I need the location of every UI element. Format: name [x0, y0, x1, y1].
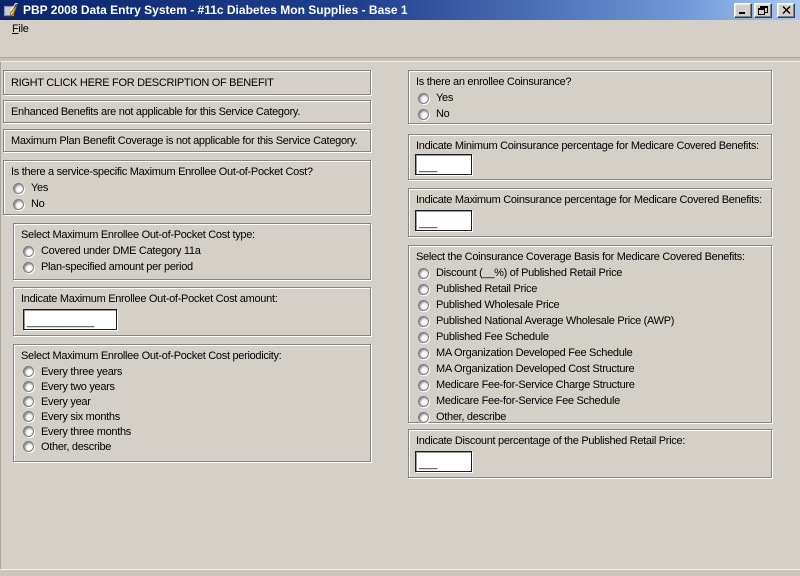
group-title: Indicate Minimum Coinsurance percentage for Medicare Covered Benefits: — [416, 140, 759, 152]
radio-label: Every three years — [41, 365, 123, 378]
radio-icon[interactable] — [418, 412, 429, 423]
radio-icon[interactable] — [418, 268, 429, 279]
radio-option-other-describe[interactable] — [409, 409, 771, 425]
radio-option-awp[interactable] — [409, 313, 771, 329]
max-coinsurance-group — [408, 188, 772, 237]
radio-icon[interactable] — [418, 348, 429, 359]
banner-text: RIGHT CLICK HERE FOR DESCRIPTION OF BENEFIT — [11, 76, 274, 89]
radio-label: Published Fee Schedule — [436, 331, 549, 343]
radio-icon[interactable] — [13, 183, 24, 194]
radio-option-ma-cost-structure[interactable] — [409, 361, 771, 377]
radio-label: Published Retail Price — [436, 283, 538, 295]
radio-option-published-fee-schedule[interactable] — [409, 329, 771, 345]
radio-label: Every year — [41, 395, 91, 408]
group-title: Indicate Maximum Enrollee Out-of-Pocket Cost amount: — [21, 293, 278, 305]
max-plan-benefit-banner — [3, 129, 371, 152]
radio-label: Published Wholesale Price — [436, 299, 560, 311]
coinsurance-question-group — [408, 70, 772, 124]
radio-icon[interactable] — [418, 316, 429, 327]
radio-label: Other, describe — [436, 411, 507, 423]
menu-file[interactable]: File — [12, 23, 29, 35]
window-title: PBP 2008 Data Entry System - #11c Diabetes Mon Supplies - Base 1 — [23, 3, 408, 17]
radio-option-every-year[interactable] — [14, 394, 370, 409]
min-coinsurance-input[interactable] — [415, 154, 472, 175]
radio-option-discount-retail[interactable] — [409, 265, 771, 281]
radio-label: Every three months — [41, 425, 131, 438]
radio-icon[interactable] — [418, 93, 429, 104]
radio-option-published-wholesale[interactable] — [409, 297, 771, 313]
benefit-description-banner[interactable] — [3, 70, 371, 95]
radio-option-medicare-charge-structure[interactable] — [409, 377, 771, 393]
min-coinsurance-group — [408, 134, 772, 180]
mask-placeholder: ___________ — [27, 316, 95, 328]
radio-icon[interactable] — [418, 109, 429, 120]
radio-label: Yes — [436, 92, 454, 104]
radio-icon[interactable] — [418, 284, 429, 295]
radio-label: Published National Average Wholesale Price (AWP) — [436, 315, 675, 327]
radio-option-dme-category[interactable] — [14, 243, 370, 259]
radio-option-every-two-years[interactable] — [14, 379, 370, 394]
group-title: Indicate Maximum Coinsurance percentage for Medicare Covered Benefits: — [416, 194, 762, 206]
window-controls — [734, 3, 795, 18]
radio-icon[interactable] — [418, 396, 429, 407]
radio-label: Plan-specified amount per period — [41, 261, 193, 273]
radio-icon[interactable] — [418, 332, 429, 343]
coverage-basis-group — [408, 245, 772, 423]
radio-icon[interactable] — [418, 364, 429, 375]
group-title: Select Maximum Enrollee Out-of-Pocket Cost type: — [21, 229, 255, 241]
radio-icon[interactable] — [23, 381, 34, 392]
group-title: Is there a service-specific Maximum Enrollee Out-of-Pocket Cost? — [11, 166, 313, 178]
discount-pct-input[interactable] — [415, 451, 472, 472]
radio-icon[interactable] — [23, 411, 34, 422]
mask-placeholder: ___ — [419, 161, 438, 173]
radio-label: Yes — [31, 182, 49, 194]
close-button[interactable] — [777, 3, 795, 18]
radio-option-yes[interactable] — [409, 90, 771, 106]
minimize-icon — [738, 6, 748, 15]
radio-icon[interactable] — [23, 396, 34, 407]
enhanced-benefits-banner — [3, 100, 371, 123]
radio-icon[interactable] — [23, 246, 34, 257]
radio-label: Every two years — [41, 380, 115, 393]
moop-type-group — [13, 223, 371, 280]
mask-placeholder: ___ — [419, 217, 438, 229]
radio-icon[interactable] — [23, 426, 34, 437]
minimize-button[interactable] — [734, 3, 752, 18]
radio-label: Covered under DME Category 11a — [41, 245, 201, 257]
radio-label: Medicare Fee-for-Service Fee Schedule — [436, 395, 620, 407]
radio-label: Other, describe — [41, 440, 112, 453]
radio-option-plan-specified[interactable] — [14, 259, 370, 275]
group-title: Is there an enrollee Coinsurance? — [416, 76, 572, 88]
radio-label: Medicare Fee-for-Service Charge Structure — [436, 379, 635, 391]
app-icon[interactable] — [3, 3, 19, 18]
radio-icon[interactable] — [23, 441, 34, 452]
radio-option-yes[interactable] — [4, 180, 370, 196]
moop-periodicity-group — [13, 344, 371, 462]
group-title: Select the Coinsurance Coverage Basis for Medicare Covered Benefits: — [416, 251, 745, 263]
radio-option-ma-fee-schedule[interactable] — [409, 345, 771, 361]
close-icon — [782, 6, 791, 14]
radio-icon[interactable] — [13, 199, 24, 210]
discount-pct-group — [408, 429, 772, 478]
restore-button[interactable] — [754, 3, 772, 18]
radio-option-no[interactable] — [409, 106, 771, 122]
window-left-edge — [0, 62, 1, 569]
radio-label: MA Organization Developed Cost Structure — [436, 363, 635, 375]
banner-text: Maximum Plan Benefit Coverage is not applicable for this Service Category. — [11, 134, 358, 147]
radio-icon[interactable] — [23, 366, 34, 377]
restore-icon — [758, 6, 768, 15]
radio-option-medicare-fee-schedule[interactable] — [409, 393, 771, 409]
radio-icon[interactable] — [418, 300, 429, 311]
radio-option-every-three-years[interactable] — [14, 364, 370, 379]
radio-label: MA Organization Developed Fee Schedule — [436, 347, 633, 359]
group-title: Indicate Discount percentage of the Published Retail Price: — [416, 435, 686, 447]
banner-text: Enhanced Benefits are not applicable for this Service Category. — [11, 105, 301, 118]
radio-option-other-describe[interactable] — [14, 439, 370, 454]
group-title: Select Maximum Enrollee Out-of-Pocket Cost periodicity: — [21, 350, 282, 362]
radio-option-every-six-months[interactable] — [14, 409, 370, 424]
radio-option-no[interactable] — [4, 196, 370, 212]
radio-label: Discount (__%) of Published Retail Price — [436, 267, 623, 279]
radio-option-published-retail[interactable] — [409, 281, 771, 297]
max-coinsurance-input[interactable] — [415, 210, 472, 231]
toolbar-divider — [0, 57, 800, 62]
radio-option-every-three-months[interactable] — [14, 424, 370, 439]
moop-amount-input[interactable] — [23, 309, 117, 330]
titlebar[interactable] — [0, 0, 800, 20]
radio-icon[interactable] — [418, 380, 429, 391]
menubar — [0, 20, 800, 38]
radio-label: No — [436, 108, 450, 120]
window-bottom-edge — [0, 569, 800, 576]
moop-question-group — [3, 160, 371, 215]
radio-icon[interactable] — [23, 262, 34, 273]
mask-placeholder: ___ — [419, 458, 438, 470]
moop-amount-group — [13, 287, 371, 336]
radio-label: No — [31, 198, 45, 210]
radio-label: Every six months — [41, 410, 120, 423]
